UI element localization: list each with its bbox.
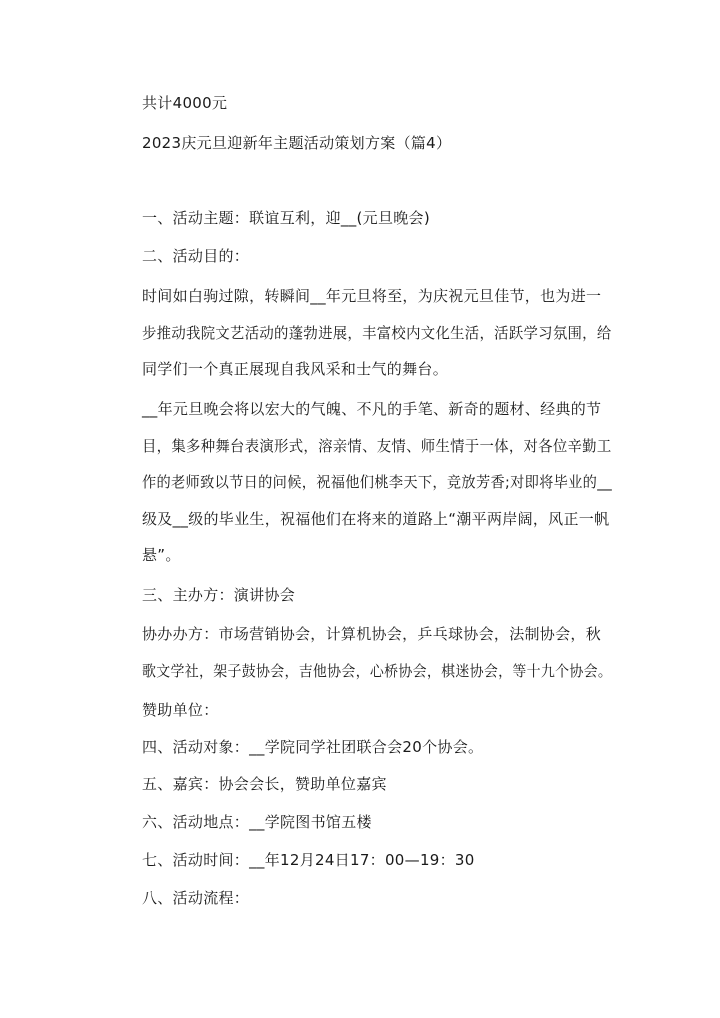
section-title: 2023庆元旦迎新年主题活动策划方案（篇4）	[142, 134, 452, 152]
paragraph-line: 歌文学社，架子鼓协会，吉他协会，心桥协会，棋迷协会，等十九个协会。	[142, 662, 613, 680]
sponsor: 赞助单位：	[142, 701, 219, 719]
paragraph-line: 目，集多种舞台表演形式，溶亲情、友情、师生情于一体，对各位辛勤工	[142, 437, 612, 455]
paragraph-line: 时间如白驹过隙，转瞬间__年元旦将至，为庆祝元旦佳节，也为进一	[142, 287, 602, 305]
guests: 五、嘉宾：协会会长，赞助单位嘉宾	[142, 775, 387, 793]
activity-time: 七、活动时间：__年12月24日17：00—19：30	[142, 851, 475, 869]
activity-target: 四、活动对象：__学院同学社团联合会20个协会。	[142, 738, 484, 756]
activity-theme: 一、活动主题：联谊互利，迎__(元旦晚会)	[142, 209, 431, 227]
activity-location: 六、活动地点：__学院图书馆五楼	[142, 813, 372, 831]
organizer: 三、主办方：演讲协会	[142, 586, 296, 604]
total-cost: 共计4000元	[142, 94, 228, 112]
paragraph-line: 步推动我院文艺活动的蓬勃进展，丰富校内文化生活，活跃学习氛围，给	[142, 324, 612, 342]
purpose-heading: 二、活动目的：	[142, 247, 250, 265]
paragraph-line: 协办办方：市场营销协会，计算机协会，乒乓球协会，法制协会，秋	[142, 625, 602, 643]
paragraph-line: __年元旦晚会将以宏大的气魄、不凡的手笔、新奇的题材、经典的节	[142, 400, 602, 418]
paragraph-line: 同学们一个真正展现自我风采和士气的舞台。	[142, 360, 449, 378]
paragraph-line: 级及__级的毕业生，祝福他们在将来的道路上“潮平两岸阔，风正一帆	[142, 510, 610, 528]
paragraph-line: 作的老师致以节日的问候，祝福他们桃李天下，竞放芳香;对即将毕业的__	[142, 473, 613, 491]
paragraph-line: 悬”。	[142, 546, 181, 564]
activity-process: 八、活动流程：	[142, 889, 250, 907]
